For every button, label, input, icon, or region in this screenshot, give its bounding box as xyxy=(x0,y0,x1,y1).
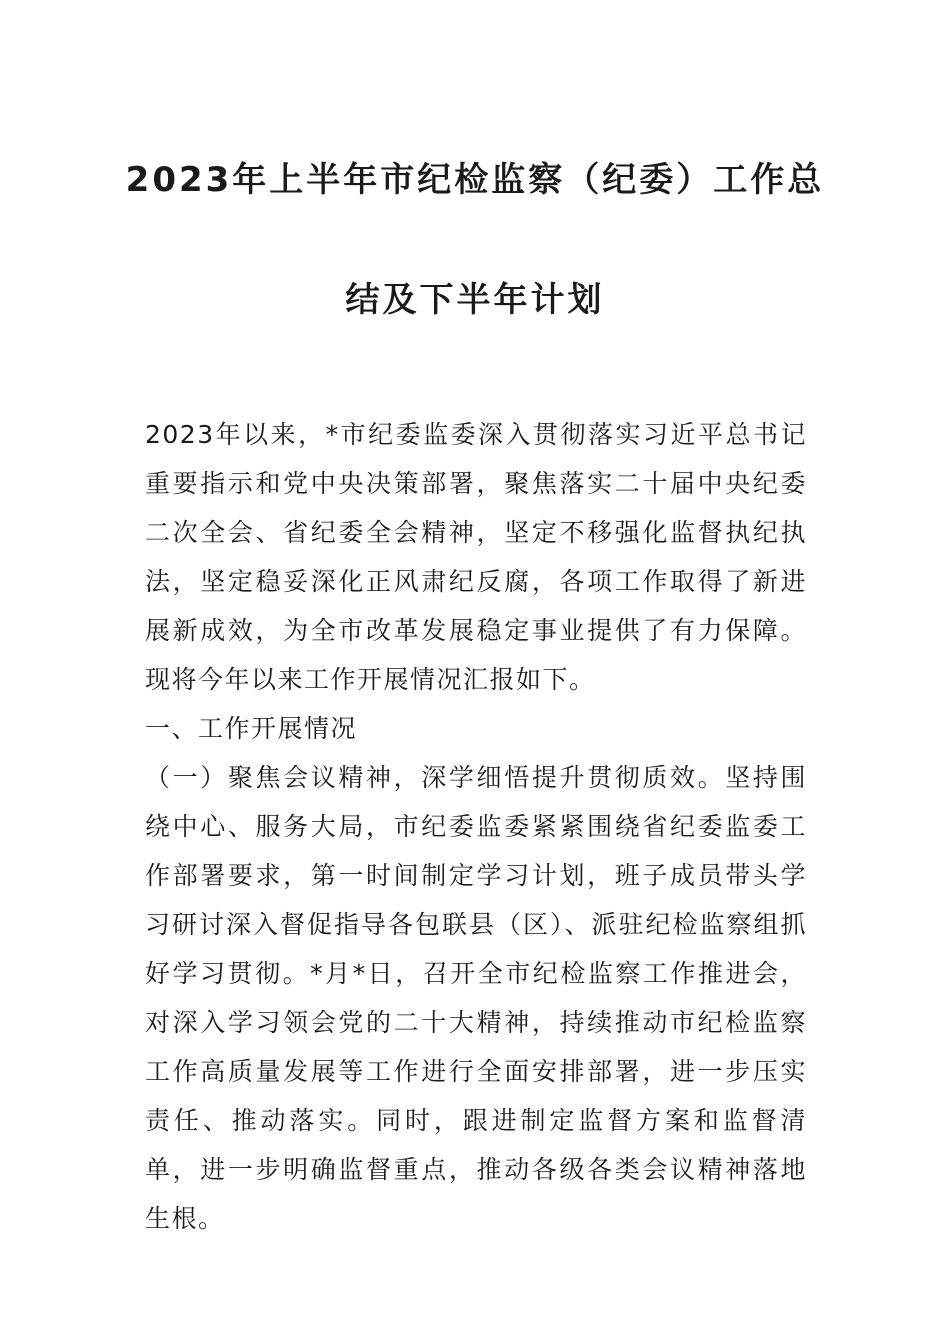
intro-paragraph: 2023年以来，*市纪委监委深入贯彻落实习近平总书记重要指示和党中央决策部署，聚焦落实二十届中央纪委二次全会、省纪委全会精神，坚定不移强化监督执纪执法，坚定稳妥深化正风肃纪反腐，各项工作取得了新进展新成效，为全市改革发展稳定事业提供了有力保障。现将今年以来工作开展情况汇报如下。 xyxy=(145,420,807,694)
document-body xyxy=(145,410,807,1243)
section-item-paragraph: （一）聚焦会议精神，深学细悟提升贯彻质效。坚持围绕中心、服务大局，市纪委监委紧紧围绕省纪委监委工作部署要求，第一时间制定学习计划，班子成员带头学习研讨深入督促指导各包联县（区）、派驻纪检监察组抓好学习贯彻。*月*日，召开全市纪检监察工作推进会，对深入学习领会党的二十大精神，持续推动市纪检监察工作高质量发展等工作进行全面安排部署，进一步压实责任、推动落实。同时，跟进制定监督方案和监督清单，进一步明确监督重点，推动各级各类会议精神落地生根。 xyxy=(145,763,807,1233)
section-heading: 一、工作开展情况 xyxy=(145,714,358,743)
document-title-line-1: 2023年上半年市纪检监察（纪委）工作总 xyxy=(125,160,825,200)
document-title-line-2: 结及下半年计划 xyxy=(345,280,605,320)
